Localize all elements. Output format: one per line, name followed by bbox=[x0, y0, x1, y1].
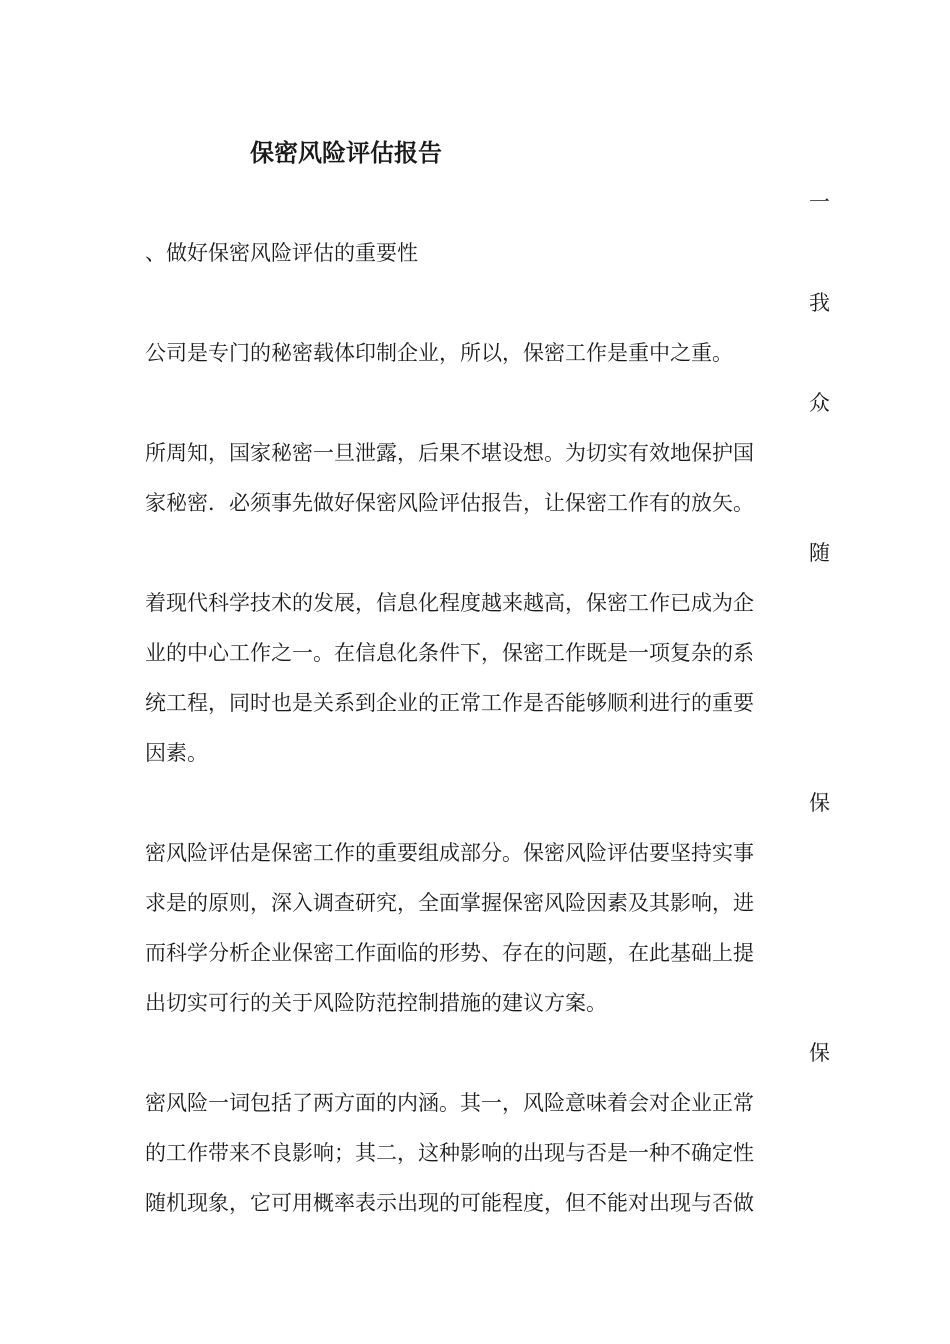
text-line: 所周知，国家秘密一旦泄露，后果不堪设想。为切实有效地保护国 bbox=[145, 441, 754, 465]
text-line: 统工程，同时也是关系到企业的正常工作是否能够顺利进行的重要 bbox=[145, 691, 754, 715]
text-line: 业的中心工作之一。在信息化条件下，保密工作既是一项复杂的系 bbox=[145, 641, 754, 665]
text-line: 密风险一词包括了两方面的内涵。其一，风险意味着会对企业正常 bbox=[145, 1091, 754, 1115]
text-line: 而科学分析企业保密工作面临的形势、存在的问题，在此基础上提 bbox=[145, 941, 754, 965]
paragraph-lead-char: 我 bbox=[809, 291, 830, 315]
text-line: 因素。 bbox=[145, 741, 208, 765]
text-line: 随机现象，它可用概率表示出现的可能程度，但不能对出现与否做 bbox=[145, 1191, 754, 1215]
text-line: 家秘密．必须事先做好保密风险评估报告，让保密工作有的放矢。 bbox=[145, 491, 754, 515]
paragraph-lead-char: 众 bbox=[809, 391, 830, 415]
text-line: 、做好保密风险评估的重要性 bbox=[145, 241, 418, 265]
paragraph-lead-char: 随 bbox=[809, 541, 830, 565]
text-line: 公司是专门的秘密载体印制企业，所以，保密工作是重中之重。 bbox=[145, 341, 733, 365]
text-line: 着现代科学技术的发展，信息化程度越来越高，保密工作已成为企 bbox=[145, 591, 754, 615]
paragraph-lead-char: 保 bbox=[809, 791, 830, 815]
document-title: 保密风险评估报告 bbox=[250, 138, 442, 167]
paragraph-lead-char: 保 bbox=[809, 1041, 830, 1065]
text-line: 求是的原则，深入调查研究，全面掌握保密风险因素及其影响，进 bbox=[145, 891, 754, 915]
text-line: 密风险评估是保密工作的重要组成部分。保密风险评估要坚持实事 bbox=[145, 841, 754, 865]
text-line: 的工作带来不良影响；其二，这种影响的出现与否是一种不确定性 bbox=[145, 1141, 754, 1165]
paragraph-lead-char: 一 bbox=[809, 190, 830, 214]
text-line: 出切实可行的关于风险防范控制措施的建议方案。 bbox=[145, 991, 607, 1015]
